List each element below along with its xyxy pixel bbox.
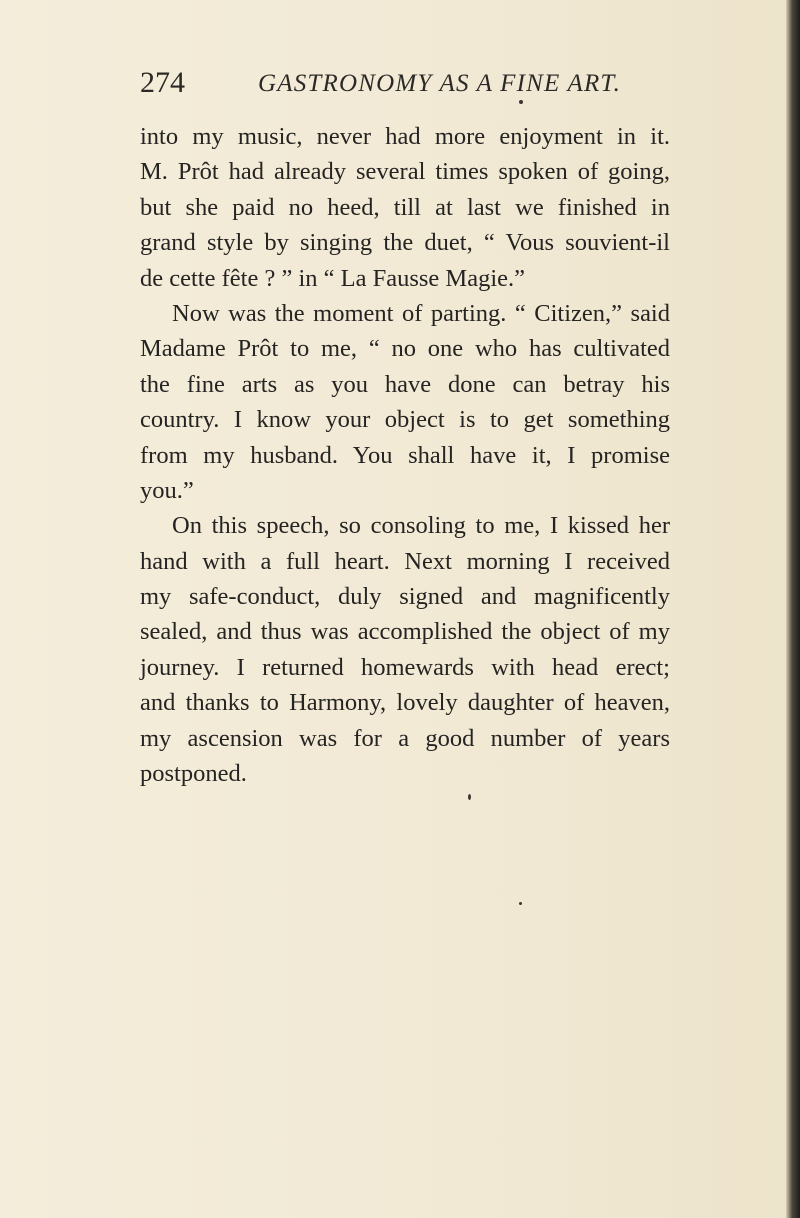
ink-speck — [519, 100, 523, 104]
text-line: Now was the moment of parting. “ Citizen,” said — [172, 299, 670, 327]
text-line: grand style by singing the duet, “ Vous souvient-il — [140, 229, 670, 257]
ink-speck — [519, 902, 522, 905]
text-line: but she paid no heed, till at last we finished in — [140, 193, 670, 221]
text-line: hand with a full heart. Next morning I received — [140, 547, 670, 575]
running-head: GASTRONOMY AS A FINE ART. — [258, 70, 622, 97]
text-line: On this speech, so consoling to me, I kissed her — [172, 512, 670, 540]
text-line: postponed. — [140, 760, 247, 788]
text-line: the fine arts as you have done can betray his — [140, 370, 670, 398]
text-line: you.” — [140, 476, 194, 504]
text-line: journey. I returned homewards with head erect; — [140, 653, 670, 681]
body-text — [140, 119, 670, 791]
text-line: my ascension was for a good number of years — [140, 724, 670, 752]
text-line: Madame Prôt to me, “ no one who has cultivated — [140, 335, 670, 363]
text-line: my safe-conduct, duly signed and magnificently — [140, 583, 670, 611]
text-line: sealed, and thus was accomplished the object of my — [140, 618, 670, 646]
text-line: from my husband. You shall have it, I promise — [140, 441, 670, 469]
page-header — [140, 66, 680, 106]
page-number: 274 — [140, 66, 185, 99]
text-line: country. I know your object is to get something — [140, 406, 670, 434]
page-edge-shadow — [786, 0, 800, 1218]
text-line: and thanks to Harmony, lovely daughter of heaven, — [140, 689, 670, 717]
ink-speck — [468, 794, 471, 800]
text-line: into my music, never had more enjoyment in it. — [140, 123, 670, 150]
text-line: M. Prôt had already several times spoken of going, — [140, 158, 670, 186]
text-line: de cette fête ? ” in “ La Fausse Magie.” — [140, 264, 526, 292]
